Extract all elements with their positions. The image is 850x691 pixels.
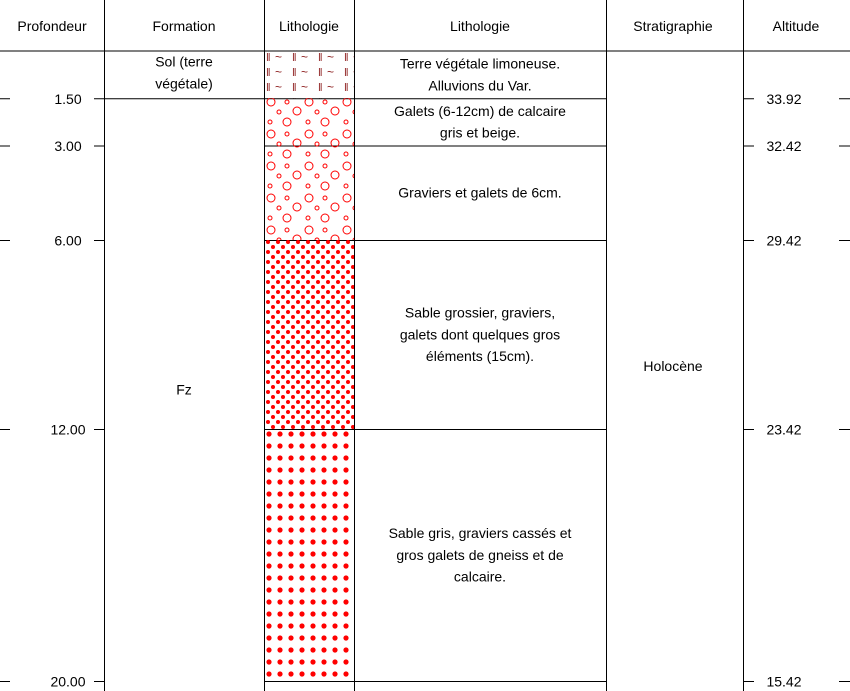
depth-scale <box>0 91 850 690</box>
header-row <box>0 18 850 51</box>
header-formation: Formation <box>152 18 216 34</box>
formation-label-2: Fz <box>176 381 192 398</box>
depth-tick-label: 20.00 <box>50 673 86 690</box>
altitude-tick-label: 32.42 <box>766 138 802 154</box>
depth-tick-label: 12.00 <box>50 421 86 438</box>
stratigraphy-column <box>643 358 702 374</box>
formation-label-1: végétale) <box>155 75 213 92</box>
depth-tick-label: 1.50 <box>54 90 82 107</box>
header-lithology-pattern: Lithologie <box>279 18 339 34</box>
lithology-description-2: Galets (6-12cm) de calcaire <box>394 102 566 119</box>
lithology-description-4: éléments (15cm). <box>425 348 535 365</box>
altitude-tick-label: 29.42 <box>766 232 802 249</box>
lithology-description-5: Sable gris, graviers cassés et <box>388 525 572 542</box>
header-depth: Profondeur <box>17 18 87 34</box>
lithology-pattern-4 <box>265 240 354 429</box>
formation-label-1: Sol (terre <box>155 53 213 70</box>
lithology-description-4: Sable grossier, graviers, <box>404 304 556 321</box>
altitude-tick-label: 15.42 <box>766 673 802 690</box>
depth-tick-label: 3.00 <box>54 138 82 154</box>
header-stratigraphy: Stratigraphie <box>633 18 713 34</box>
stratigraphy-label: Holocène <box>643 358 703 374</box>
depth-tick-label: 6.00 <box>54 232 82 249</box>
lithology-pattern-1 <box>265 51 354 98</box>
lithology-description-1: Alluvions du Var. <box>428 77 532 94</box>
header-lithology-description: Lithologie <box>450 18 510 34</box>
lithology-description-1: Terre végétale limoneuse. <box>399 55 561 72</box>
lithology-pattern-2 <box>265 98 354 145</box>
header-altitude: Altitude <box>772 18 820 34</box>
formation-column <box>105 54 265 398</box>
lithology-layers <box>265 51 607 682</box>
altitude-tick-label: 33.92 <box>766 90 802 107</box>
lithology-description-2: gris et beige. <box>439 124 521 141</box>
lithology-pattern-5 <box>265 429 354 681</box>
lithology-description-5: gros galets de gneiss et de <box>396 546 564 563</box>
lithology-pattern-3 <box>265 146 354 241</box>
lithology-description-4: galets dont quelques gros <box>399 326 561 343</box>
altitude-tick-label: 23.42 <box>766 421 802 438</box>
lithology-description-3: Graviers et galets de 6cm. <box>398 184 562 201</box>
lithology-description-5: calcaire. <box>453 568 507 585</box>
